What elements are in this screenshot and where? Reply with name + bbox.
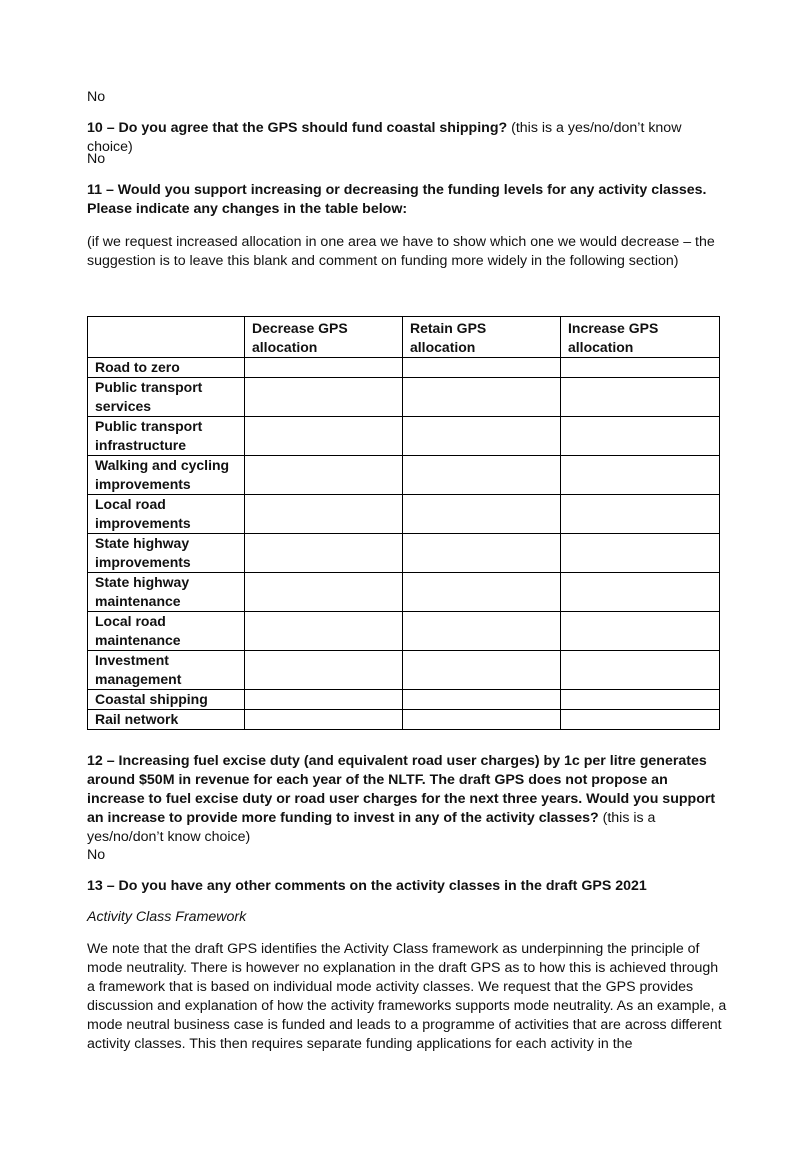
question-10-text: 10 – Do you agree that the GPS should fund coastal shipping? <box>87 120 508 136</box>
decrease-cell[interactable] <box>245 456 403 495</box>
row-label: Walking and cycling improvements <box>88 456 245 495</box>
question-12-note: (this is a yes/no/don’t know choice) <box>87 810 656 845</box>
answer-previous: No <box>87 89 106 105</box>
row-label: Coastal shipping <box>88 690 245 710</box>
retain-cell[interactable] <box>403 573 561 612</box>
row-label: Local road maintenance <box>88 612 245 651</box>
question-13: 13 – Do you have any other comments on the activity classes in the draft GPS 2021 <box>87 878 647 894</box>
retain-cell[interactable] <box>403 456 561 495</box>
table-row <box>88 378 720 417</box>
question-11-note: (if we request increased allocation in one area we have to show which one we would decrease – the suggestion is to leave this blank and comment on funding more widely in the following section) <box>87 234 715 269</box>
increase-cell[interactable] <box>561 612 720 651</box>
increase-cell[interactable] <box>561 710 720 730</box>
table-row <box>88 573 720 612</box>
question-10-note: (this is a yes/no/don’t know choice) <box>87 120 682 155</box>
increase-cell[interactable] <box>561 378 720 417</box>
row-label: Investment management <box>88 651 245 690</box>
retain-cell[interactable] <box>403 651 561 690</box>
retain-cell[interactable] <box>403 534 561 573</box>
increase-cell[interactable] <box>561 456 720 495</box>
decrease-cell[interactable] <box>245 690 403 710</box>
decrease-cell[interactable] <box>245 417 403 456</box>
table-row <box>88 534 720 573</box>
activity-class-table <box>87 316 720 730</box>
header-increase: Increase GPS allocation <box>561 317 720 358</box>
answer-q12: No <box>87 847 106 863</box>
row-label: Public transport services <box>88 378 245 417</box>
table-row <box>88 710 720 730</box>
increase-cell[interactable] <box>561 573 720 612</box>
header-cell-empty <box>88 317 245 358</box>
answer-q10: No <box>87 151 106 167</box>
row-label: State highway maintenance <box>88 573 245 612</box>
question-11: 11 – Would you support increasing or decreasing the funding levels for any activity classes. Please indicate any changes in the table below: <box>87 182 707 217</box>
question-12 <box>87 752 727 847</box>
subheading-activity-class-framework: Activity Class Framework <box>87 909 247 925</box>
table-row <box>88 495 720 534</box>
decrease-cell[interactable] <box>245 573 403 612</box>
increase-cell[interactable] <box>561 690 720 710</box>
table-row <box>88 690 720 710</box>
table-row <box>88 358 720 378</box>
question-10 <box>87 119 727 157</box>
retain-cell[interactable] <box>403 690 561 710</box>
table-row <box>88 456 720 495</box>
row-label: Local road improvements <box>88 495 245 534</box>
table-row <box>88 651 720 690</box>
retain-cell[interactable] <box>403 358 561 378</box>
increase-cell[interactable] <box>561 358 720 378</box>
body-paragraph: We note that the draft GPS identifies the Activity Class framework as underpinning the principle of mode neutrality. There is however no explanation in the draft GPS as to how this is achieved through a framework that is based on individual mode activity classes. We request that the GPS provides discussion and explanation of how the activity frameworks supports mode neutrality. As an example, a mode neutral business case is funded and leads to a programme of activities that are across different activity classes. This then requires separate funding applications for each activity in the <box>87 941 727 1052</box>
question-12-text: 12 – Increasing fuel excise duty (and equivalent road user charges) by 1c per litre generates around $50M in revenue for each year of the NLTF. The draft GPS does not propose an increase to fuel excise duty or road user charges for the next three years. Would you support an increase to provide more funding to invest in any of the activity classes? <box>87 753 716 826</box>
retain-cell[interactable] <box>403 495 561 534</box>
retain-cell[interactable] <box>403 417 561 456</box>
row-label: State highway improvements <box>88 534 245 573</box>
retain-cell[interactable] <box>403 612 561 651</box>
retain-cell[interactable] <box>403 378 561 417</box>
header-retain: Retain GPS allocation <box>403 317 561 358</box>
decrease-cell[interactable] <box>245 612 403 651</box>
decrease-cell[interactable] <box>245 651 403 690</box>
decrease-cell[interactable] <box>245 495 403 534</box>
row-label: Public transport infrastructure <box>88 417 245 456</box>
table-row <box>88 417 720 456</box>
header-decrease: Decrease GPS allocation <box>245 317 403 358</box>
increase-cell[interactable] <box>561 417 720 456</box>
row-label: Road to zero <box>88 358 245 378</box>
table-header-row <box>88 317 720 358</box>
increase-cell[interactable] <box>561 495 720 534</box>
increase-cell[interactable] <box>561 651 720 690</box>
decrease-cell[interactable] <box>245 358 403 378</box>
increase-cell[interactable] <box>561 534 720 573</box>
table-row <box>88 612 720 651</box>
retain-cell[interactable] <box>403 710 561 730</box>
decrease-cell[interactable] <box>245 710 403 730</box>
decrease-cell[interactable] <box>245 534 403 573</box>
row-label: Rail network <box>88 710 245 730</box>
decrease-cell[interactable] <box>245 378 403 417</box>
